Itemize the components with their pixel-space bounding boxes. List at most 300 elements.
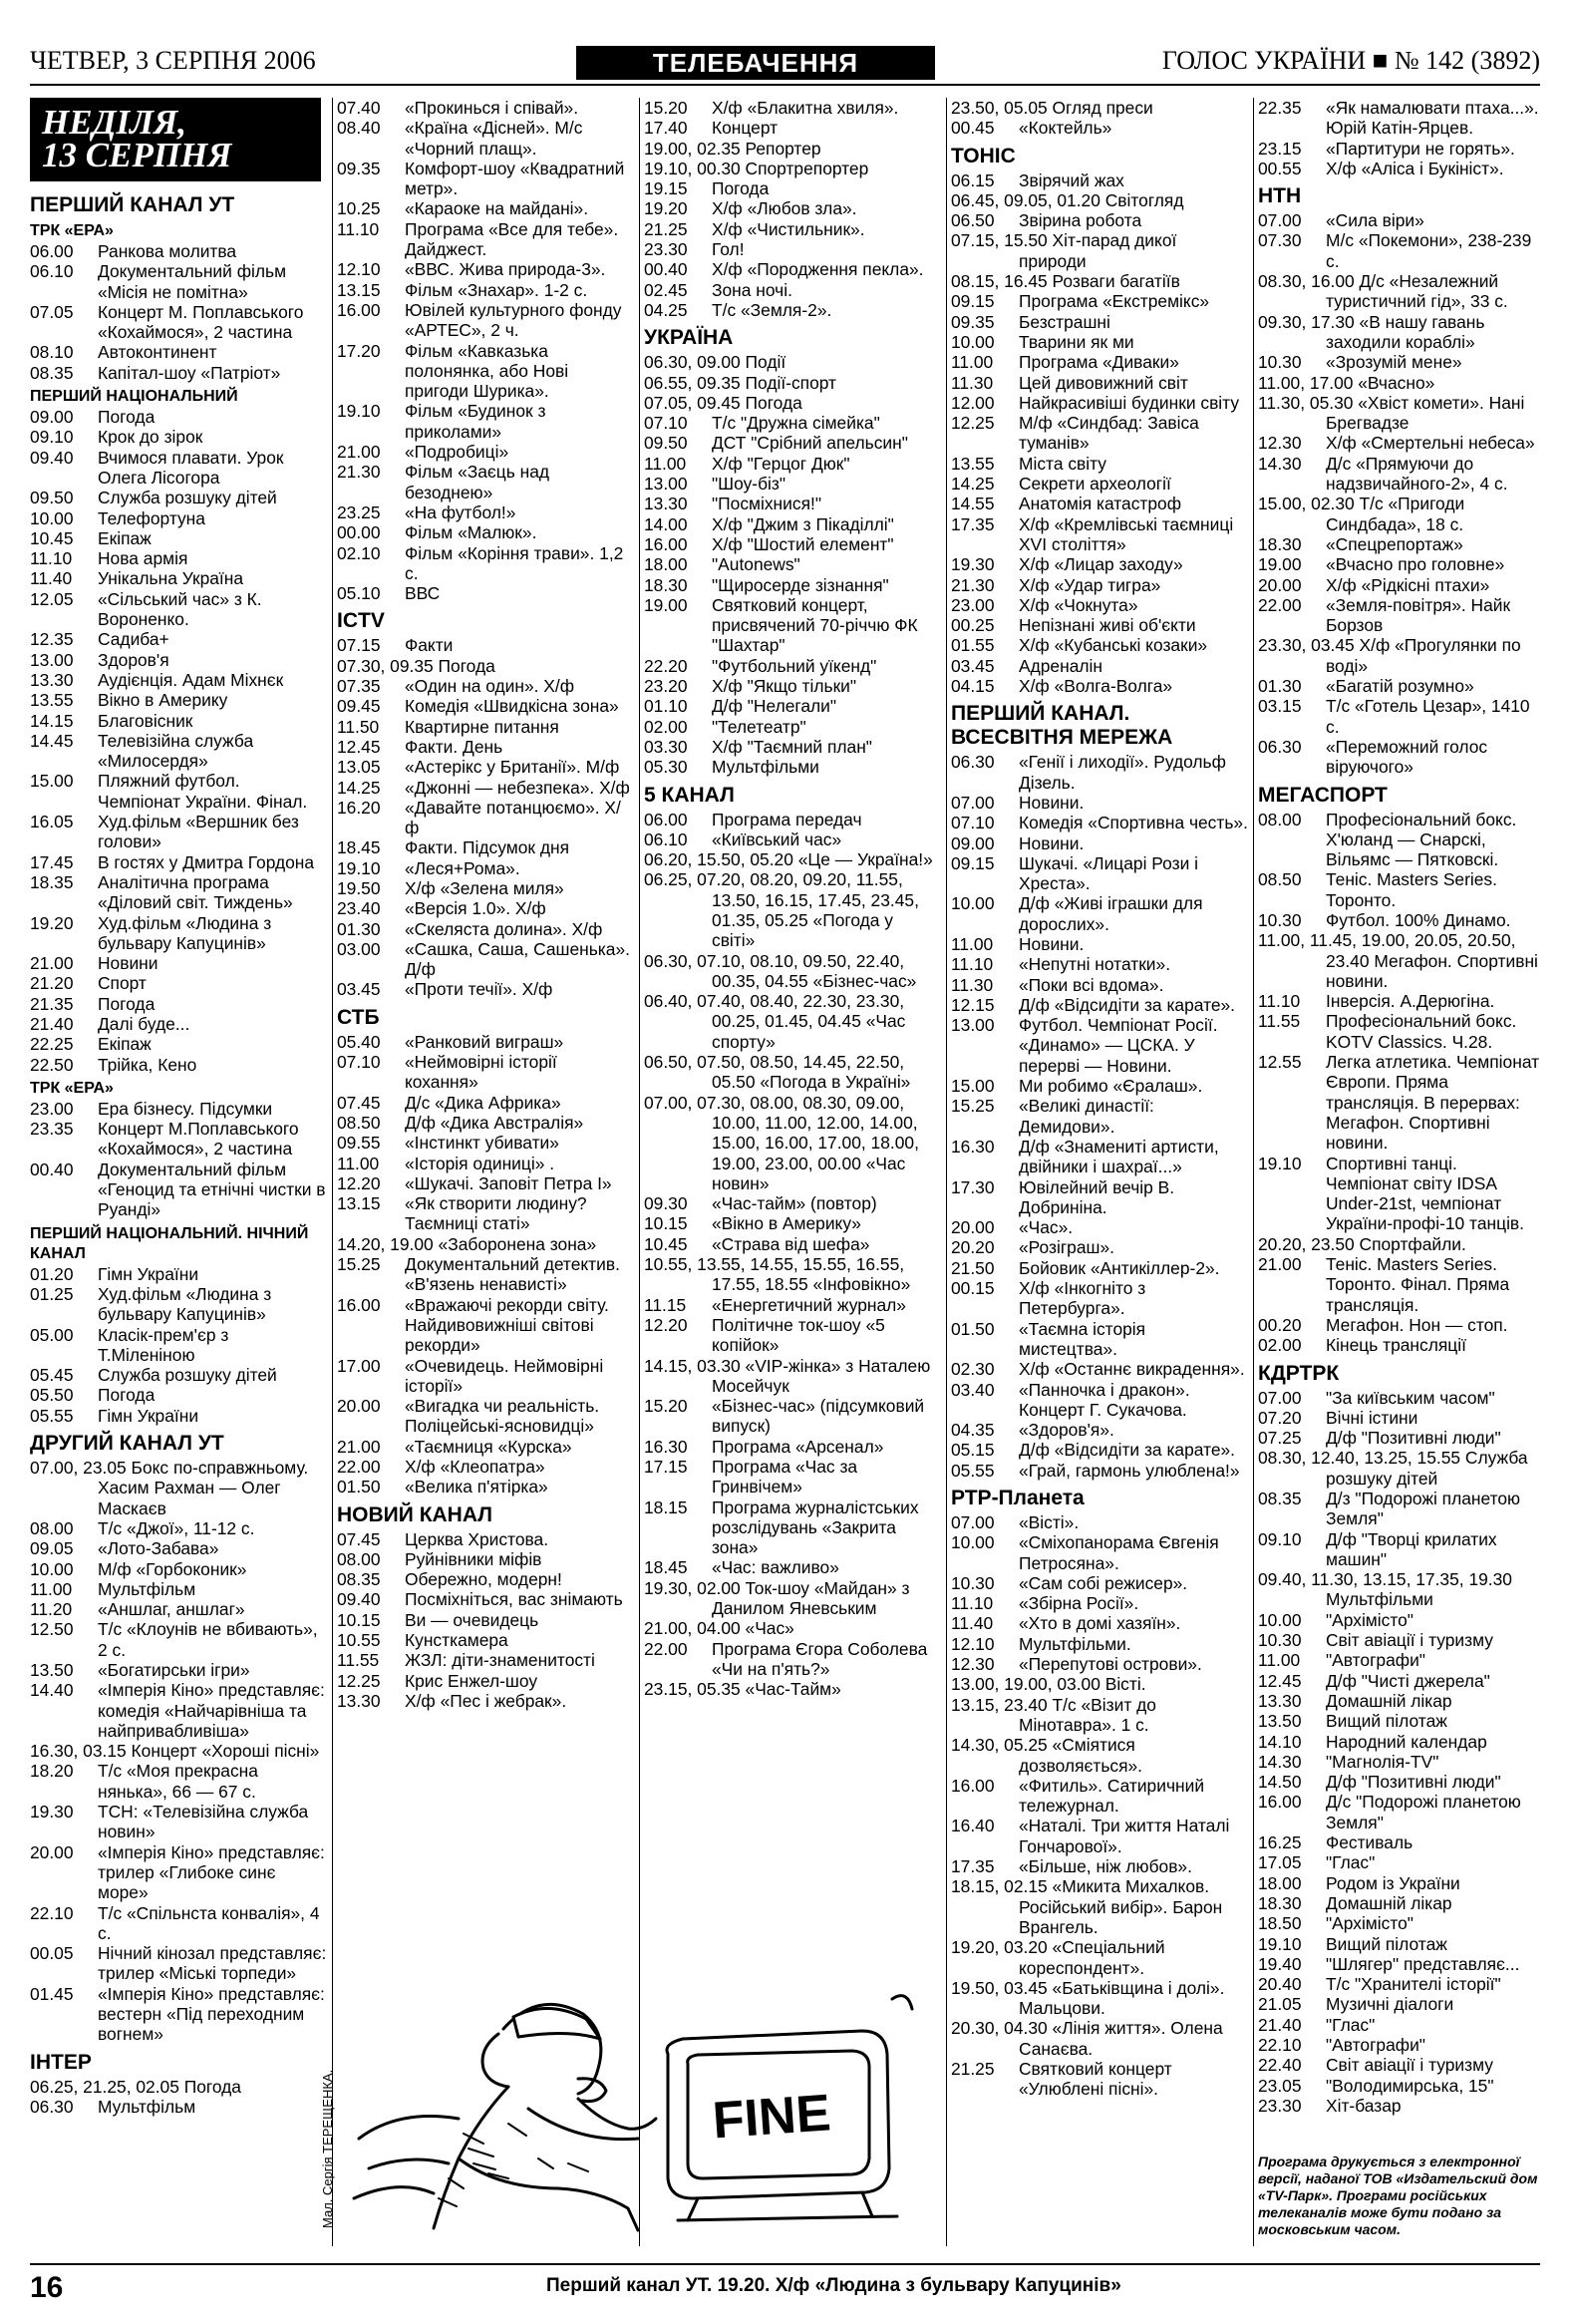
listing-title: 06.55, 09.35 Події-спорт <box>644 372 836 393</box>
channel-heading: УКРАЇНА <box>644 326 734 350</box>
listing-item <box>1258 271 1540 312</box>
listing-time: 06.15 <box>951 169 995 190</box>
listing-item <box>1258 910 1540 930</box>
listing-item <box>337 280 634 300</box>
listing-item <box>644 413 941 433</box>
listing-item <box>30 1943 327 1984</box>
listing-title: «Імперія Кіно» представляє: трилер «Глибоке синє море» <box>98 1841 325 1903</box>
listing-title: Ми робимо «Єралаш». <box>1019 1076 1203 1097</box>
listing-time: 01.10 <box>644 696 688 717</box>
listing-title: «Інстинкт убивати» <box>405 1133 559 1154</box>
listing-title: 23.50, 05.05 Огляд преси <box>951 98 1153 118</box>
listing-item <box>951 1876 1248 1937</box>
listing-item <box>644 849 941 869</box>
listing-item <box>30 1325 327 1366</box>
listing-title: «Енергетичний журнал» <box>712 1294 906 1315</box>
listing-item <box>1258 1610 1540 1630</box>
listing-title: Т/с «Готель Цезар», 1410 с. <box>1326 696 1530 737</box>
listing-title: «Вчасно про головне» <box>1326 554 1505 575</box>
listing-title: Посміхніться, вас знімають <box>405 1589 623 1610</box>
listing-item <box>337 717 634 737</box>
listing-item <box>1258 575 1540 595</box>
listing-title: М/ф «Горбоконик» <box>98 1558 247 1579</box>
listing-time: 10.45 <box>644 1233 688 1254</box>
listing-time: 07.15 <box>337 635 381 656</box>
listing-item <box>1258 352 1540 372</box>
listing-time: 07.45 <box>337 1092 381 1113</box>
listing-title: Шукачі. «Лицарі Рози і Хреста». <box>1019 852 1198 894</box>
listing-item <box>951 1461 1248 1481</box>
listing-item <box>1258 1852 1540 1872</box>
listing-title: 15.00, 02.30 Т/с «Пригоди Синдбада», 18 с. <box>1258 494 1465 534</box>
listing-time: 22.10 <box>30 1902 74 1923</box>
listing-title: 20.20, 23.50 Спортфайли. <box>1258 1233 1466 1254</box>
listing-item <box>30 994 327 1014</box>
listing-item <box>337 1650 634 1670</box>
listing-title: «Проти течії». Х/ф <box>405 979 553 1000</box>
listing-time: 00.00 <box>337 522 381 543</box>
listing-title: Музичні діалоги <box>1326 1994 1454 2015</box>
listing-title: Пляжний футбол. Чемпіонат України. Фінал. <box>98 771 308 812</box>
listing-item <box>951 1593 1248 1613</box>
listing-title: Документальний фільм «Місія не помітна» <box>98 261 287 302</box>
listing-time: 10.00 <box>30 507 74 528</box>
listing-item <box>951 190 1248 210</box>
listing-title: Т/с «Моя прекрасна нянька», 66 — 67 с. <box>98 1761 258 1802</box>
listing-item <box>644 514 941 534</box>
listing-title: Служба розшуку дітей <box>98 488 277 508</box>
listing-time: 16.00 <box>337 1294 381 1315</box>
listing-item <box>30 1761 327 1802</box>
listing-title: Т/с "Дружна сімейка" <box>712 413 880 434</box>
listing-item <box>644 1295 941 1315</box>
listing-time: 07.20 <box>1258 1407 1302 1428</box>
listing-time: 12.50 <box>30 1619 74 1640</box>
listing-item <box>337 1234 634 1254</box>
listing-item <box>951 934 1248 954</box>
listing-title: «Поки всі вдома». <box>1019 974 1164 995</box>
listing-title: Анатомія катастроф <box>1019 494 1182 514</box>
listing-title: 14.15, 03.30 «VIP-жінка» з Наталею Мосейчук <box>644 1355 931 1396</box>
listing-title: «Вікно в Америку» <box>712 1213 861 1234</box>
listing-time: 23.15 <box>1258 138 1302 159</box>
listing-title: Святковий концерт, присвячений 70-річчю ФК "Шахтар" <box>712 594 918 656</box>
listing-time: 17.00 <box>337 1355 381 1376</box>
listing-time: 19.10 <box>1258 1153 1302 1173</box>
listing-item <box>951 833 1248 853</box>
listing-title: Ювілейний вечір В. Добриніна. <box>1019 1176 1175 1217</box>
listing-time: 04.15 <box>951 676 995 697</box>
listing-title: Фільм «Заєць над безоднею» <box>405 462 550 502</box>
listing-item <box>30 872 327 913</box>
listing-title: Д/ф «Живі іграшки для дорослих». <box>1019 893 1203 934</box>
listing-time: 10.30 <box>1258 352 1302 373</box>
listing-title: Х/ф «Аліса і Букініст». <box>1326 158 1504 178</box>
listing-item <box>951 1420 1248 1440</box>
listing-title: Руйнівники міфів <box>405 1548 542 1569</box>
listing-time: 00.20 <box>1258 1314 1302 1335</box>
listing-title: «ВВС. Жива природа-3». <box>405 259 606 280</box>
listing-title: Погода <box>98 1385 156 1406</box>
listing-item <box>30 1264 327 1284</box>
listing-time: 11.20 <box>30 1599 73 1620</box>
listing-time: 11.10 <box>1258 991 1301 1012</box>
listing-title: Мультфільм <box>98 2096 196 2117</box>
listing-title: «Сільський час» з К. Вороненко. <box>98 588 262 630</box>
listing-time: 16.05 <box>30 812 74 832</box>
listing-title: Святковий концерт «Улюблені пісні». <box>1019 2059 1172 2100</box>
listing-time: 02.10 <box>337 542 381 563</box>
listing-title: «Хто в домі хазяїн». <box>1019 1613 1181 1634</box>
listing-time: 23.35 <box>30 1119 74 1140</box>
listing-title: 10.55, 13.55, 14.55, 15.55, 16.55, 17.55, 18.55 «Інфовікно» <box>644 1254 911 1295</box>
footer-highlight: Перший канал УТ. 19.20. Х/ф «Людина з бульвару Капуцинів» <box>546 2275 1121 2296</box>
listing-item <box>951 853 1248 894</box>
listing-item <box>30 1099 327 1119</box>
listing-item <box>951 413 1248 454</box>
listing-item <box>30 711 327 731</box>
listing-time: 12.15 <box>951 994 995 1015</box>
listing-title: Комфорт-шоу «Квадратний метр». <box>405 158 625 199</box>
listing-item <box>30 629 327 649</box>
listing-item <box>337 1396 634 1437</box>
listing-item <box>951 494 1248 513</box>
listing-time: 23.20 <box>644 676 688 697</box>
listing-item <box>951 332 1248 352</box>
listing-time: 18.45 <box>337 837 381 858</box>
listing-title: Тварини як ми <box>1019 331 1134 352</box>
listing-title: "Шоу-біз" <box>712 474 786 495</box>
listing-title: Звірячий жах <box>1019 169 1124 190</box>
listing-time: 16.30 <box>644 1436 688 1457</box>
listing-item <box>337 159 634 199</box>
listing-time: 16.00 <box>337 299 381 320</box>
listing-title: 06.45, 09.05, 01.20 Світогляд <box>951 189 1184 210</box>
listing-title: «Подробиці» <box>405 442 509 463</box>
listing-item <box>951 1096 1248 1137</box>
listing-title: «Більше, ніж любов». <box>1019 1856 1192 1877</box>
listing-title: Х/ф "Джим з Пікаділлі" <box>712 513 894 534</box>
listing-item <box>951 615 1248 635</box>
listing-item <box>644 1557 941 1577</box>
listing-time: 09.15 <box>951 291 995 312</box>
listing-title: Худ.фільм «Вершник без голови» <box>98 812 299 852</box>
listing-title: Вікно в Америку <box>98 690 228 711</box>
listing-item <box>951 454 1248 474</box>
listing-time: 21.05 <box>1258 1994 1302 2015</box>
listing-title: «Вісті». <box>1019 1512 1080 1532</box>
listing-item <box>951 1137 1248 1177</box>
listing-item <box>1258 393 1540 434</box>
listing-item <box>1258 1428 1540 1448</box>
listing-title: Д/ф "Позитивні люди" <box>1326 1428 1501 1449</box>
listing-item <box>30 1458 327 1518</box>
listing-item <box>30 852 327 872</box>
listing-item <box>1258 230 1540 271</box>
listing-title: Документальний детектив. «В'язень ненависті» <box>405 1254 620 1295</box>
listing-time: 13.00 <box>30 649 74 670</box>
listing-item <box>1258 2096 1540 2116</box>
listing-title: 19.00, 02.35 Репортер <box>644 138 821 159</box>
listing-time: 09.30 <box>644 1193 688 1214</box>
listing-title: Х/ф "Герцог Дюк" <box>712 453 850 474</box>
listing-time: 06.30 <box>951 752 995 773</box>
listing-item <box>1258 635 1540 676</box>
listing-item <box>337 939 634 980</box>
listing-time: 18.00 <box>644 554 688 575</box>
listing-title: «Вражаючі рекорди світу. Найдивовижніші світові рекорди» <box>405 1294 609 1356</box>
listing-time: 07.35 <box>337 676 381 697</box>
listing-time: 08.40 <box>337 118 381 139</box>
listing-title: 07.15, 15.50 Хіт-парад дикої природи <box>951 230 1177 271</box>
listing-time: 13.30 <box>337 1690 381 1711</box>
listing-title: Нічний кінозал представляє: трилер «Міські торпеди» <box>98 1943 327 1984</box>
listing-item <box>644 1639 941 1680</box>
listing-time: 21.25 <box>951 2059 995 2080</box>
listing-time: 16.00 <box>644 533 688 554</box>
listing-item <box>337 522 634 542</box>
listing-title: «Бізнес-час» (підсумковий випуск) <box>712 1396 925 1437</box>
listing-time: 05.55 <box>30 1405 74 1426</box>
listing-time: 21.00 <box>337 1436 381 1457</box>
listing-title: Х/ф «Любов зла». <box>712 198 857 219</box>
listing-time: 01.45 <box>30 1983 74 2004</box>
listing-time: 01.55 <box>951 635 995 656</box>
listing-title: Аналітична програма «Діловий світ. Тиждень» <box>98 871 293 913</box>
listing-item <box>951 1319 1248 1360</box>
listing-item <box>644 393 941 413</box>
channel-heading: ПЕРШИЙ КАНАЛ УТ <box>30 193 235 216</box>
listing-title: «Леся+Рома». <box>405 857 520 878</box>
day-title-line-1: НЕДІЛЯ, <box>42 103 186 142</box>
listing-title: Непізнані живі об'єкти <box>1019 615 1196 636</box>
publication-note: Програма друкується з електронної версії, наданої ТОВ «Издательский дом «TV-Парк». Програми російських телеканалів може бути подано за московським часом. <box>1258 2154 1538 2237</box>
listing-item <box>337 1569 634 1589</box>
listing-item <box>644 1315 941 1356</box>
listing-item <box>951 1015 1248 1076</box>
listing-time: 04.25 <box>644 299 688 320</box>
listing-item <box>951 656 1248 676</box>
listing-time: 08.00 <box>337 1548 381 1569</box>
listing-time: 07.00 <box>1258 210 1302 231</box>
listing-time: 19.10 <box>337 857 381 878</box>
listing-title: Фестиваль <box>1326 1832 1413 1853</box>
listing-title: 20.30, 04.30 «Лінія життя». Олена Санаєва. <box>951 2018 1223 2059</box>
listing-title: Родом із України <box>1326 1872 1460 1893</box>
column-divider <box>332 98 333 2246</box>
listing-item <box>644 198 941 218</box>
listing-title: Д/ф «Знамениті артисти, двійники і шахраї...» <box>1019 1136 1219 1177</box>
listing-time: 23.00 <box>30 1098 74 1119</box>
listing-time: 15.20 <box>644 98 688 118</box>
listing-item <box>337 1477 634 1496</box>
listing-time: 14.40 <box>30 1680 74 1701</box>
listing-time: 12.30 <box>1258 433 1302 454</box>
listing-title: «Великі династії: Демидови». <box>1019 1096 1154 1137</box>
listing-time: 10.00 <box>951 331 995 352</box>
listing-time: 21.50 <box>951 1257 995 1278</box>
listing-title: Мегафон. Нон — стоп. <box>1326 1314 1508 1335</box>
listing-item <box>1258 494 1540 534</box>
listing-title: Фільм «Знахар». 1-2 с. <box>405 279 588 300</box>
listing-time: 08.00 <box>1258 809 1302 830</box>
listing-title: Х/ф «Рідкісні птахи» <box>1326 574 1490 595</box>
page-header <box>30 38 1540 86</box>
listing-item <box>644 373 941 393</box>
listing-title: "Автографи" <box>1326 2035 1425 2056</box>
listing-title: Програма «Час за Гринвічем» <box>712 1457 858 1497</box>
listing-title: «Сміхопанорама Євгенія Петросяна». <box>1019 1532 1219 1573</box>
listing-time: 15.00 <box>30 771 74 792</box>
listing-item <box>644 810 941 830</box>
listing-title: «Скеляста долина». Х/ф <box>405 918 603 939</box>
listing-title: «Таємниця «Курска» <box>405 1436 572 1457</box>
listing-item <box>644 696 941 716</box>
listing-item <box>951 1217 1248 1237</box>
listing-item <box>1258 869 1540 910</box>
listing-time: 11.40 <box>951 1613 994 1634</box>
listing-item <box>644 259 941 279</box>
listing-title: 09.30, 17.30 «В нашу гавань заходили кораблі» <box>1258 311 1485 352</box>
listing-item <box>951 373 1248 393</box>
listing-time: 19.20 <box>644 198 688 219</box>
listing-title: «На футбол!» <box>405 501 516 522</box>
listing-item <box>1258 373 1540 393</box>
listing-time: 09.40 <box>30 447 74 468</box>
listing-item <box>644 159 941 178</box>
listing-time: 07.25 <box>1258 1428 1302 1449</box>
listing-item <box>337 837 634 857</box>
listing-title: 23.30, 03.45 Х/ф «Прогулянки по воді» <box>1258 635 1521 676</box>
listing-title: "Autonews" <box>712 554 800 575</box>
listing-time: 13.15 <box>337 1193 381 1214</box>
listing-item <box>951 813 1248 832</box>
listing-title: «Здоров'я». <box>1019 1420 1114 1441</box>
cartoon-illustration <box>339 1959 915 2233</box>
listing-title: Х/ф «Волга-Волга» <box>1019 676 1173 697</box>
listing-title: Квартирне питання <box>405 716 559 737</box>
listing-item <box>30 427 327 447</box>
channel-heading: НТН <box>1258 184 1302 208</box>
listing-item <box>951 1613 1248 1633</box>
listing-title: Новини <box>98 953 158 974</box>
listing-title: Найкрасивіші будинки світу <box>1019 392 1240 413</box>
listing-time: 09.05 <box>30 1538 74 1559</box>
listing-title: «Караоке на майдані». <box>405 198 589 219</box>
listing-item <box>337 1457 634 1477</box>
listing-title: Світ авіації і туризму <box>1326 1630 1493 1651</box>
listing-time: 22.00 <box>644 1638 688 1659</box>
listing-item <box>644 534 941 554</box>
listing-time: 17.15 <box>644 1457 688 1477</box>
listing-time: 00.05 <box>30 1943 74 1964</box>
listing-time: 07.00 <box>1258 1387 1302 1408</box>
listing-time: 22.50 <box>30 1054 74 1075</box>
listing-title: «Один на один». Х/ф <box>405 676 575 697</box>
listing-item <box>30 1680 327 1741</box>
listing-item <box>951 1695 1248 1736</box>
listing-time: 02.45 <box>644 279 688 300</box>
listing-title: Д/ф "Творці крилатих машин" <box>1326 1528 1497 1569</box>
listing-item <box>30 953 327 973</box>
page-footer <box>30 2263 1540 2305</box>
listing-column-1 <box>30 98 327 2246</box>
listing-time: 11.10 <box>951 954 994 975</box>
listing-title: Секрети археології <box>1019 474 1171 495</box>
listing-time: 15.20 <box>644 1396 688 1417</box>
listing-item <box>951 893 1248 934</box>
listing-time: 09.50 <box>30 488 74 508</box>
listing-title: Х/ф «Лицар заходу» <box>1019 554 1183 575</box>
listing-item <box>30 1119 327 1160</box>
listing-time: 02.00 <box>1258 1335 1302 1356</box>
listing-item <box>30 568 327 588</box>
listing-item <box>337 737 634 757</box>
listing-item <box>644 1193 941 1213</box>
listing-item <box>337 798 634 838</box>
listing-time: 20.00 <box>30 1841 74 1862</box>
listing-time: 17.05 <box>1258 1852 1302 1873</box>
listing-time: 07.30 <box>1258 230 1302 251</box>
listing-item <box>951 1278 1248 1319</box>
channel-heading: ICTV <box>337 609 385 633</box>
listing-title: 11.00, 17.00 «Вчасно» <box>1258 372 1435 393</box>
listing-time: 05.40 <box>337 1031 381 1052</box>
listing-item <box>337 1193 634 1234</box>
listing-item <box>951 230 1248 271</box>
listing-time: 21.25 <box>644 218 688 239</box>
day-title <box>30 98 321 181</box>
listing-item <box>30 1903 327 1944</box>
listing-time: 23.05 <box>1258 2075 1302 2096</box>
listing-title: 21.00, 04.00 «Час» <box>644 1618 794 1639</box>
listing-time: 12.45 <box>1258 1670 1302 1691</box>
listing-item <box>1258 534 1540 554</box>
listing-item <box>337 1356 634 1397</box>
listing-title: Вищий пілотаж <box>1326 1933 1447 1954</box>
listing-title: Адреналін <box>1019 655 1102 676</box>
listing-title: Фільм «Кавказька полонянка, або Нові пригоди Шурика». <box>405 340 569 402</box>
listing-item <box>337 502 634 522</box>
listing-time: 16.20 <box>337 797 381 818</box>
listing-time: 17.35 <box>951 513 995 534</box>
listing-item <box>1258 159 1540 178</box>
listing-item <box>337 198 634 218</box>
listing-time: 11.30 <box>951 974 994 995</box>
listing-title: "Шлягер" представляє... <box>1326 1953 1520 1974</box>
listing-time: 17.30 <box>951 1176 995 1197</box>
listing-time: 08.35 <box>1258 1489 1302 1508</box>
listing-time: 11.55 <box>337 1650 380 1671</box>
listing-time: 13.15 <box>337 279 381 300</box>
listing-item <box>1258 454 1540 495</box>
listing-title: Програма Єгора Соболева «Чи на п'ять?» <box>712 1638 928 1679</box>
listing-item <box>337 341 634 402</box>
listing-time: 16.30 <box>951 1136 995 1157</box>
listing-time: 05.00 <box>30 1324 74 1345</box>
listing-time: 19.00 <box>644 594 688 615</box>
listing-item <box>644 1618 941 1638</box>
listing-title: «Багатій розумно» <box>1326 676 1474 697</box>
listing-title: 06.20, 15.50, 05.20 «Це — Україна!» <box>644 849 933 870</box>
listing-title: Х/ф «Останнє викрадення». <box>1019 1359 1245 1380</box>
listing-time: 13.55 <box>951 453 995 474</box>
listing-time: 12.25 <box>337 1670 381 1691</box>
listing-title: «Лото-Забава» <box>98 1538 219 1559</box>
listing-time: 09.35 <box>337 158 381 178</box>
listing-item <box>951 1177 1248 1218</box>
listing-item <box>337 1133 634 1153</box>
